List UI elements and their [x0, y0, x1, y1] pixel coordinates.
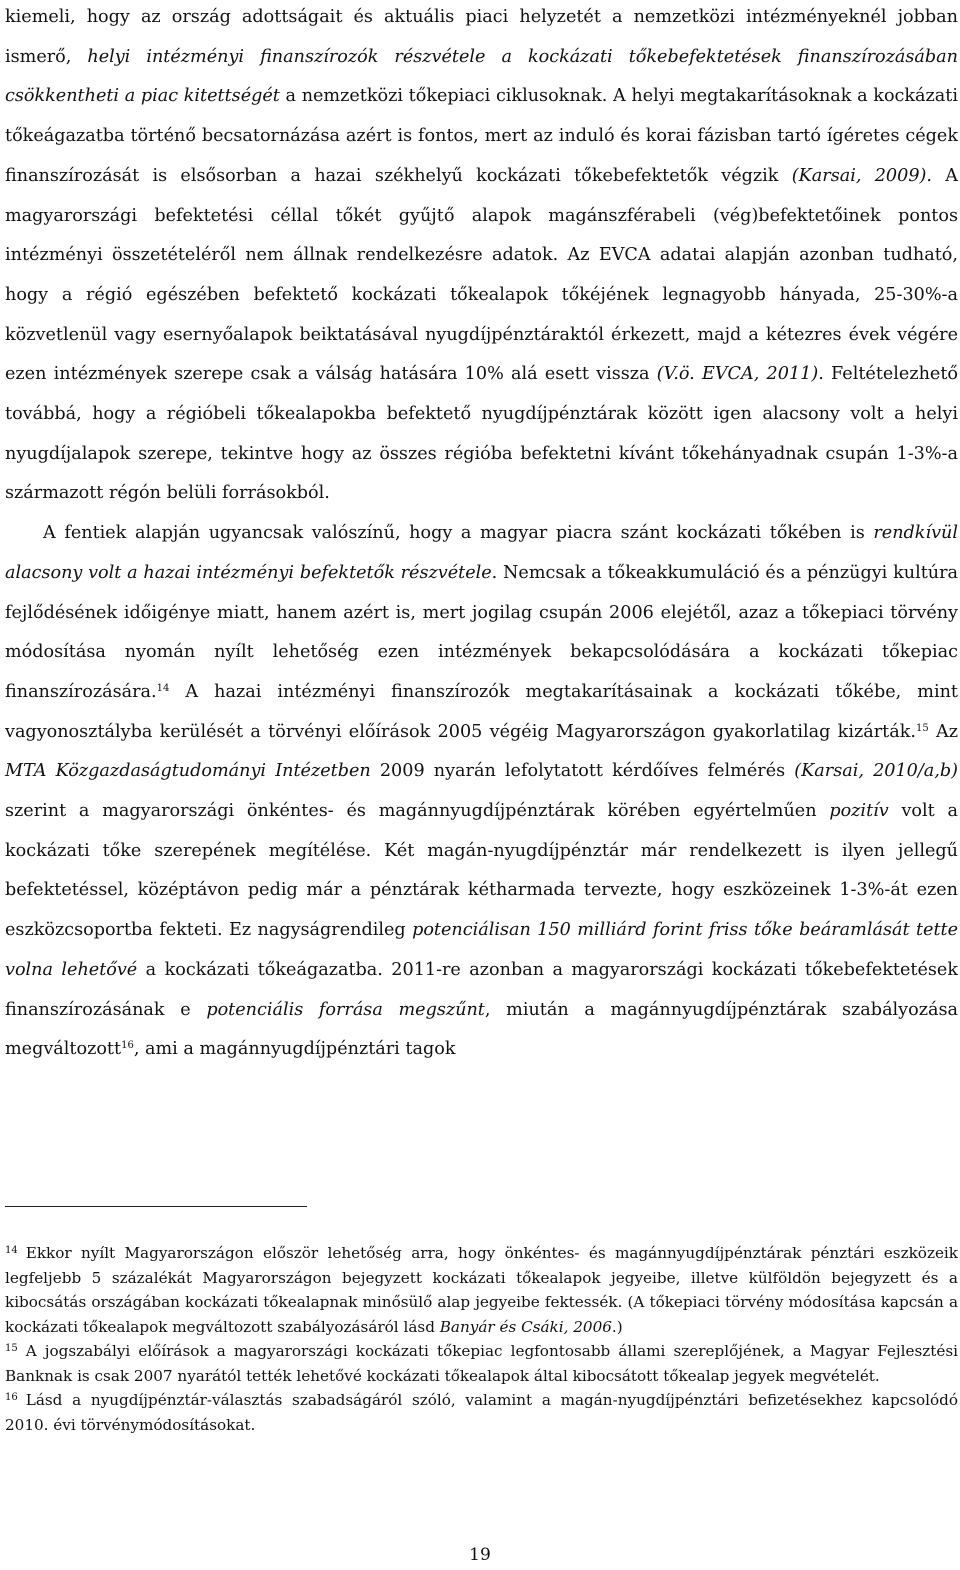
text-run: 2009 nyarán lefolytatott kérdőíves felmérés: [370, 761, 795, 782]
footnote-text: Ekkor nyílt Magyarországon először lehetőség arra, hogy önkéntes- és magánnyugdíjpénztárak pénztári eszközeik legfeljebb 5 százalékát Magyarországon bejegyzett kockázati tőkealapok jegyeibe, illetve külföldön bejegyzett és a kibocsátás országában kockázati tőkealapnak minősülő alap jegyeibe fektessék. (A tőkepiaci törvény módosítása kapcsán a kockázati tőkealapok megváltozott szabályozásáról lásd: [5, 1244, 958, 1336]
text-run: Az: [928, 721, 958, 742]
text-run: volt a kockázati tőke szerepének megítélése. Két magán-nyugdíjpénztár már rendelkezett is ilyen jellegű befektetéssel, középtávon pedig már a pénztárak kétharmada tervezte, hogy eszközeinek 1-3%-át ezen eszközcsoportba fekteti. Ez nagyságrendileg: [5, 801, 958, 941]
text-run: a kockázati tőkeágazatba. 2011-re azonban a magyarországi kockázati tőkebefektetések finanszírozásának e: [5, 959, 958, 1020]
citation: (V.ö. EVCA, 2011).: [656, 364, 824, 385]
text-run: A hazai intézményi finanszírozók megtakarításainak a kockázati tőkébe, mint vagyonosztályba kerülését a törvényi előírások 2005 végéig Magyarországon gyakorlatilag kizárták.: [5, 681, 958, 742]
footnote-15: [5, 1339, 958, 1388]
text-run: kiemeli, hogy az ország adottságait és aktuális piaci helyzetét a nemzetközi intézményeknél jobban ismerő,: [5, 7, 958, 67]
paragraph-2: [5, 514, 958, 1070]
emphasis: helyi intézményi finanszírozók részvétele a kockázati tőkebefektetések finanszírozásában csökkentheti a piac kitettségét: [5, 46, 958, 107]
footnote-mark: 16: [5, 1392, 18, 1403]
footnote-text: Lásd a nyugdíjpénztár-választás szabadságáról szóló, valamint a magán-nyugdíjpénztári befizetésekhez kapcsolódó 2010. évi törvénymódosításokat.: [5, 1391, 958, 1434]
footnote-text: .): [611, 1317, 623, 1336]
paragraph-1: [5, 0, 958, 514]
text-run: Feltételezhető továbbá, hogy a régióbeli tőkealapokba befektető nyugdíjpénztárak között igen alacsony volt a helyi nyugdíjalapok szerepe, tekintve hogy az összes régióba befektetni kívánt tőkehányadnak csupán 1-3%-a származott régón belüli forrásokból.: [5, 364, 959, 504]
text-run: , ami a magánnyugdíjpénztári tagok: [133, 1039, 456, 1060]
footnotes: [5, 1241, 958, 1437]
text-run: A magyarországi befektetési céllal tőkét gyűjtő alapok magánszférabeli (vég)befektetőinek pontos intézményi összetételéről nem állnak rendelkezésre adatok. Az EVCA adatai alapján azonban tudható, hogy a régió egészében befektető kockázati tőkealapok tőkéjének legnagyobb hányada, 25-30%-a közvetlenül vagy esernyőalapok beiktatásával nyugdíjpénztáraktól érkezett, majd a kétezres évek végére ezen intézmények szerepe csak a válság hatására 10% alá esett vissza: [5, 165, 958, 385]
emphasis: potenciális forrása megszűnt: [206, 999, 485, 1020]
footnote-16: [5, 1388, 958, 1437]
text-run: . Nemcsak a tőkeakkumuláció és a pénzügyi kultúra fejlődésének időigénye miatt, hanem azért is, mert jogilag csupán 2006 elejétől, azaz a tőkepiaci törvény módosítása nyomán nyílt lehetőség ezen intézmények bekapcsolódására a kockázati tőkepiac finanszírozására.: [5, 562, 959, 702]
emphasis: rendkívül alacsony volt a hazai intézményi befektetők részvétele: [5, 523, 958, 583]
text-run: , miután a magánnyugdíjpénztárak szabályozása megváltozott: [5, 999, 958, 1060]
emphasis: Banyár és Csáki, 2006: [439, 1317, 612, 1336]
body-text: [5, 0, 958, 1070]
footnote-mark: 15: [5, 1343, 18, 1354]
text-run: A fentiek alapján ugyancsak valószínű, hogy a magyar piacra szánt kockázati tőkében is: [43, 523, 874, 544]
footnote-mark: 14: [5, 1245, 18, 1256]
footnote-ref-16[interactable]: 16: [121, 1040, 134, 1052]
footnote-14: [5, 1241, 958, 1339]
emphasis: pozitív: [829, 801, 889, 822]
text-run: a nemzetközi tőkepiaci ciklusoknak. A helyi megtakarításoknak a kockázati tőkeágazatba történő becsatornázása azért is fontos, mert az induló és korai fázisban tartó ígéretes cégek finanszírozását is elsősorban a hazai székhelyű kockázati tőkebefektetők végzik: [5, 86, 958, 186]
footnote-separator: [5, 1206, 307, 1207]
footnote-text: A jogszabályi előírások a magyarországi kockázati tőkepiac legfontosabb állami szereplőjének, a Magyar Fejlesztési Banknak is csak 2007 nyarától tették lehetővé kockázati tőkealapok által kibocsátott tőkealap jegyek megvételét.: [5, 1342, 958, 1385]
emphasis: MTA Közgazdaságtudományi Intézetben: [5, 761, 371, 782]
citation: (Karsai, 2010/a,b): [794, 761, 958, 782]
page-number: 19: [469, 1545, 491, 1565]
emphasis: potenciálisan 150 milliárd forint friss tőke beáramlását tette volna lehetővé: [5, 920, 958, 980]
footnote-ref-14[interactable]: 14: [156, 682, 170, 694]
citation: (Karsai, 2009).: [791, 165, 932, 186]
footnote-ref-15[interactable]: 15: [915, 722, 929, 734]
text-run: szerint a magyarországi önkéntes- és magánnyugdíjpénztárak körében egyértelműen: [5, 801, 830, 822]
